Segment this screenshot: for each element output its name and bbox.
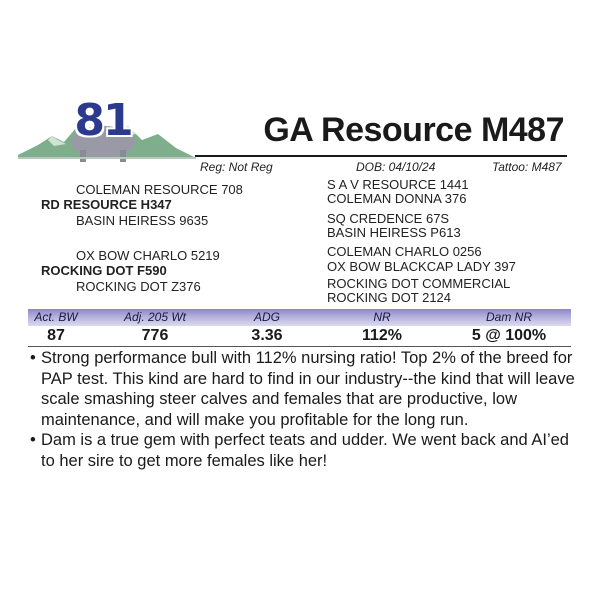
pedigree-ancestor: OX BOW BLACKCAP LADY 397 (327, 259, 516, 274)
date-of-birth: DOB: 04/10/24 (356, 160, 436, 174)
pedigree-ancestor: ROCKING DOT COMMERCIAL (327, 276, 511, 291)
pedigree-ancestor: SQ CREDENCE 67S (327, 211, 450, 226)
bull-leg (80, 150, 86, 162)
pedigree-dam-dam: ROCKING DOT Z376 (76, 279, 201, 294)
pedigree-ancestor: COLEMAN DONNA 376 (327, 191, 467, 206)
stat-value-adj-205-wt: 776 (141, 327, 169, 344)
pedigree-ancestor: COLEMAN CHARLO 0256 (327, 244, 482, 259)
stat-label-nr: NR (373, 310, 391, 324)
note-text: Strong performance bull with 112% nursing ratio! Top 2% of the breed for PAP test. This kind are hard to find in our industry--the kind that will leave scale smashing steer calves and females that are productive, low maintenance, and will make you profitable for the long run. (41, 349, 575, 429)
stat-value-act-bw: 87 (47, 327, 65, 344)
pedigree-ancestor: BASIN HEIRESS P613 (327, 225, 461, 240)
stats-divider (28, 346, 571, 347)
pedigree-dam-sire: OX BOW CHARLO 5219 (76, 248, 220, 263)
title-divider (195, 155, 567, 157)
pedigree-ancestor: S A V RESOURCE 1441 (327, 177, 469, 192)
logo-baseline (18, 157, 196, 159)
stat-value-dam-nr: 5 @ 100% (471, 327, 547, 344)
bull-leg (120, 150, 126, 162)
registration: Reg: Not Reg (200, 160, 273, 174)
pedigree-sire-dam: BASIN HEIRESS 9635 (76, 213, 209, 228)
stat-label-act-bw: Act. BW (34, 310, 78, 324)
bullet-icon: • (30, 431, 36, 450)
pedigree-ancestor: ROCKING DOT 2124 (327, 290, 452, 305)
tattoo: Tattoo: M487 (492, 160, 562, 174)
pedigree-sire-sire: COLEMAN RESOURCE 708 (76, 182, 243, 197)
bullet-icon: • (30, 349, 36, 367)
stat-label-adj-205-wt: Adj. 205 Wt (123, 310, 187, 324)
note-item (30, 348, 575, 430)
sale-notes (30, 348, 575, 472)
stat-value-adg: 3.36 (251, 327, 283, 344)
note-item (30, 430, 575, 471)
stat-label-dam-nr: Dam NR (485, 310, 532, 324)
stat-value-nr: 112% (361, 327, 403, 344)
animal-name: GA Resource M487 (263, 111, 564, 149)
lot-number: 81 (74, 95, 132, 146)
pedigree-dam: ROCKING DOT F590 (41, 263, 167, 278)
note-text: Dam is a true gem with perfect teats and udder. We went back and AI’ed to her sire to get more females like her! (41, 431, 569, 470)
pedigree-sire: RD RESOURCE H347 (41, 197, 172, 212)
stat-label-adg: ADG (253, 310, 280, 324)
